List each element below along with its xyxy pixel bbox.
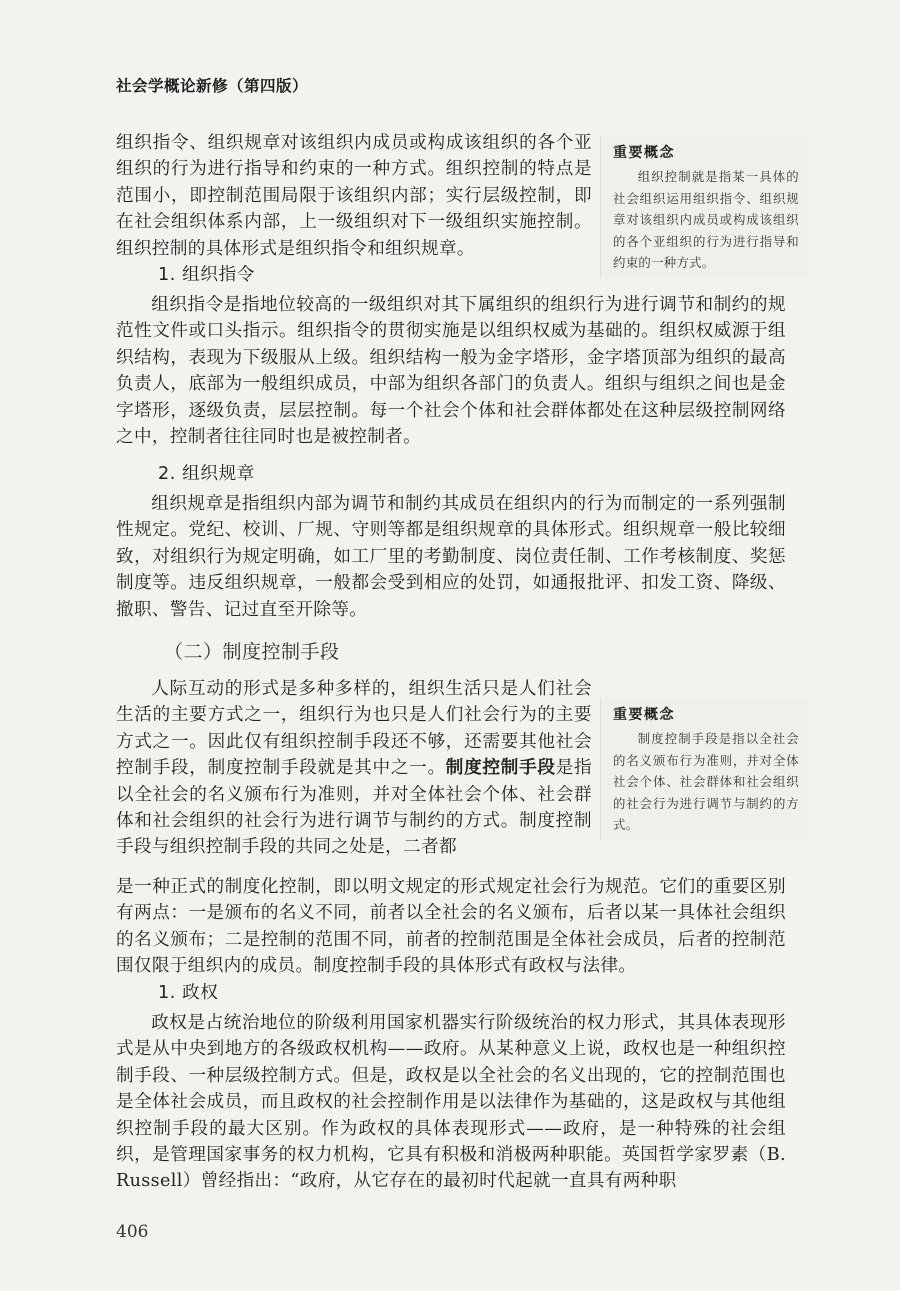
paragraph-organization-control: 组织指令、组织规章对该组织内成员或构成该组织的各个亚组织的行为进行指导和约束的一种方式。组织控制的特点是范围小，即控制范围局限于该组织内部；实行层级控制，即在社会组织体系内部，上一级组织对下一级组织实施控制。组织控制的具体形式是组织指令和组织规章。: [116, 133, 592, 259]
paragraph-text-part: 是指以全社会的名义颁布行为准则，并对全体社会个体、社会群体和社会组织的社会行为进行调节与制约的方式。制度控制手段与组织控制手段的共同之处是，二者都: [116, 758, 592, 858]
section-heading-institutional-control: （二）制度控制手段: [164, 641, 340, 663]
subheading-organization-rules: 2. 组织规章: [158, 464, 255, 484]
running-header: 社会学概论新修（第四版）: [116, 77, 309, 95]
key-concept-text: 制度控制手段是指以全社会的名义颁布行为准则，并对全体社会个体、社会群体和社会组织的社会行为进行调节与制约的方式。: [613, 731, 799, 833]
page-number: 406: [116, 1222, 149, 1242]
key-concept-title: 重要概念: [613, 707, 675, 723]
subheading-organization-directive: 1. 组织指令: [158, 265, 255, 285]
paragraph-differences: 是一种正式的制度化控制，即以明文规定的形式规定社会行为规范。它们的重要区别有两点：一是颁布的名义不同，前者以全社会的名义颁布，后者以某一具体社会组织的名义颁布；二是控制的范围不同，前者的控制范围是全体社会成员，后者的控制范围仅限于组织内的成员。制度控制手段的具体形式有政权与法律。: [116, 877, 786, 977]
key-concept-box-1: [600, 136, 807, 278]
key-concept-box-2: [600, 698, 807, 840]
key-concept-text: 组织控制就是指某一具体的社会组织运用组织指令、组织规章对该组织内成员或构成该组织的各个亚组织的行为进行指导和约束的一种方式。: [613, 169, 799, 271]
paragraph-political-power: 政权是占统治地位的阶级利用国家机器实行阶级统治的权力形式，其具体表现形式是从中央到地方的各级政权机构——政府。从某种意义上说，政权也是一种组织控制手段、一种层级控制方式。但是，政权是以全社会的名义出现的，它的控制范围也是全体社会成员，而且政权的社会控制作用是以法律作为基础的，这是政权与其他组织控制手段的最大区别。作为政权的具体表现形式——政府，是一种特殊的社会组织，是管理国家事务的权力机构，它具有积极和消极两种职能。英国哲学家罗素（B. Russell）曾经指出：“政府，从它存在的最初时代起就一直具有两种职: [116, 1013, 786, 1192]
key-concept-title: 重要概念: [613, 145, 675, 161]
paragraph-organization-rules: 组织规章是指组织内部为调节和制约其成员在组织内的行为而制定的一系列强制性规定。党纪、校训、厂规、守则等都是组织规章的具体形式。组织规章一般比较细致，对组织行为规定明确，如工厂里的考勤制度、岗位责任制、工作考核制度、奖惩制度等。违反组织规章，一般都会受到相应的处罚，如通报批评、扣发工资、降级、撤职、警告、记过直至开除等。: [116, 494, 786, 620]
bold-term: 制度控制手段: [445, 757, 556, 779]
paragraph-text-part: 人际互动的形式是多种多样的，组织生活只是人们社会生活的主要方式之一，组织行为也只是人们社会行为的主要方式之一。因此仅有组织控制手段还不够，还需要其他社会控制手段，制度控制手段就是其中之一。: [116, 679, 592, 779]
paragraph-organization-directive: 组织指令是指地位较高的一级组织对其下属组织的组织行为进行调节和制约的规范性文件或口头指示。组织指令的贯彻实施是以组织权威为基础的。组织权威源于组织结构，表现为下级服从上级。组织结构一般为金字塔形，金字塔顶部为组织的最高负责人，底部为一般组织成员，中部为组织各部门的负责人。组织与组织之间也是金字塔形，逐级负责，层层控制。每一个社会个体和社会群体都处在这种层级控制网络之中，控制者往往同时也是被控制者。: [116, 295, 786, 448]
subheading-political-power: 1. 政权: [158, 983, 219, 1003]
paragraph-institutional-control: [116, 676, 592, 861]
